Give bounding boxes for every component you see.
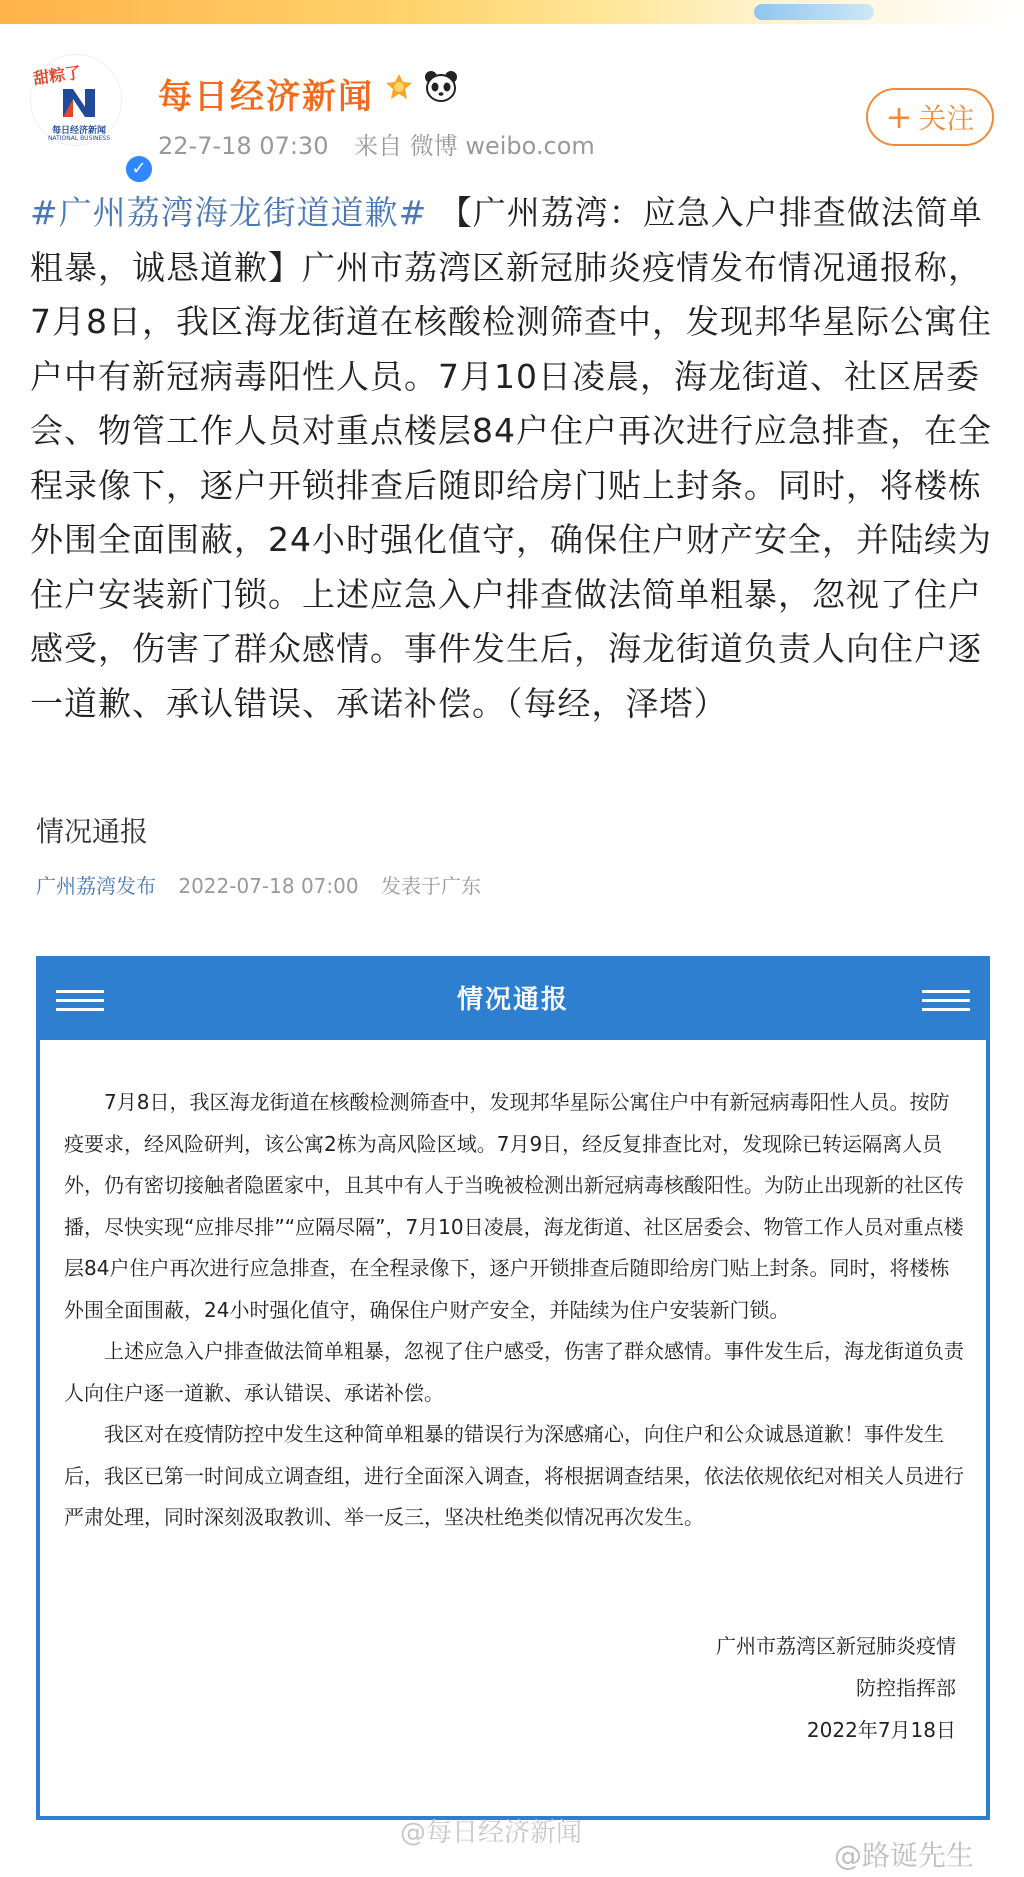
post-text: 【广州荔湾：应急入户排查做法简单粗暴，诚恳道歉】广州市荔湾区新冠肺炎疫情发布情况通报称，7月8日，我区海龙街道在核酸检测筛查中，发现邦华星际公寓住户中有新冠病毒阳性人员。7月10日凌晨，海龙街道、社区居委会、物管工作人员对重点楼层84户住户再次进行应急排查，在全程录像下，逐户开锁排查后随即给房门贴上封条。同时，将楼栋外围全面围蔽，24小时强化值守，确保住户财产安全，并陆续为住户安装新门锁。上述应急入户排查做法简单粗暴，忽视了住户感受，伤害了群众感情。事件发生后，海龙街道负责人向住户逐一道歉、承认错误、承诺补偿。（每经，泽塔）	[30, 193, 992, 723]
post-source[interactable]: 来自 微博 weibo.com	[354, 132, 595, 160]
attachment-location: 发表于广东	[380, 874, 481, 898]
notice-signature-dept: 防控指挥部	[856, 1676, 956, 1700]
hashtag-link[interactable]: #广州荔湾海龙街道道歉#	[30, 193, 428, 232]
post-time: 22-7-18 07:30	[158, 132, 329, 160]
attachment-source-row	[36, 870, 497, 899]
notice-paragraph-1: 7月8日，我区海龙街道在核酸检测筛查中，发现邦华星际公寓住户中有新冠病毒阳性人员。按防疫要求，经风险研判，该公寓2栋为高风险区域。7月9日，经反复排查比对，发现除已转运隔离人员外，仍有密切接触者隐匿家中，且其中有人于当晚被检测出新冠病毒核酸阳性。为防止出现新的社区传播，尽快实现“应排尽排”“应隔尽隔”，7月10日凌晨，海龙街道、社区居委会、物管工作人员对重点楼层84户住户再次进行应急排查，在全程录像下，逐户开锁排查后随即给房门贴上封条。同时，将楼栋外围全面围蔽，24小时强化值守，确保住户财产安全，并陆续为住户安装新门锁。	[64, 1090, 964, 1322]
brand-logo-icon	[61, 85, 97, 119]
follow-button[interactable]	[866, 88, 994, 146]
notice-title: 情况通报	[456, 985, 569, 1015]
plus-icon: +	[885, 98, 913, 136]
notice-signature-org: 广州市荔湾区新冠肺炎疫情	[716, 1634, 956, 1658]
notice-paragraph-3: 我区对在疫情防控中发生这种简单粗暴的错误行为深感痛心，向住户和公众诚恳道歉！事件发生后，我区已第一时间成立调查组，进行全面深入调查，将根据调查结果，依法依规依纪对相关人员进行严肃处理，同时深刻汲取教训、举一反三，坚决杜绝类似情况再次发生。	[64, 1422, 964, 1529]
decor-lines-right-icon	[922, 990, 970, 1017]
avatar[interactable]	[30, 54, 147, 179]
medal-badge-icon	[384, 72, 414, 102]
banner-decoration	[754, 4, 874, 20]
avatar-tag: 甜粽了	[32, 62, 83, 89]
panda-icon	[424, 70, 458, 102]
notice-paragraph-2: 上述应急入户排查做法简单粗暴，忽视了住户感受，伤害了群众感情。事件发生后，海龙街道负责人向住户逐一道歉、承认错误、承诺补偿。	[64, 1339, 964, 1405]
watermark-weibo-source: @每日经济新闻	[400, 1818, 583, 1848]
avatar-brand: 每日经济新闻	[51, 126, 106, 136]
attachment-time: 2022-07-18 07:00	[178, 874, 359, 898]
post-body	[30, 186, 998, 731]
notice-header-bar	[40, 960, 986, 1040]
attachment-title: 情况通报	[36, 815, 149, 848]
post-header	[0, 24, 1024, 179]
top-banner-strip	[0, 0, 1024, 24]
watermark-weibo-user: @路诞先生	[834, 1839, 975, 1872]
avatar-brand-en: NATIONAL BUSINESS	[47, 135, 111, 142]
notice-body	[64, 1082, 964, 1539]
attachment-source-link[interactable]: 广州荔湾发布	[36, 874, 156, 898]
notice-date: 2022年7月18日	[806, 1718, 956, 1742]
post-meta	[158, 126, 613, 161]
notice-image[interactable]	[36, 956, 990, 1820]
verified-icon: ✓	[123, 153, 155, 185]
account-name[interactable]: 每日经济新闻	[158, 77, 374, 117]
follow-label: 关注	[918, 102, 975, 135]
